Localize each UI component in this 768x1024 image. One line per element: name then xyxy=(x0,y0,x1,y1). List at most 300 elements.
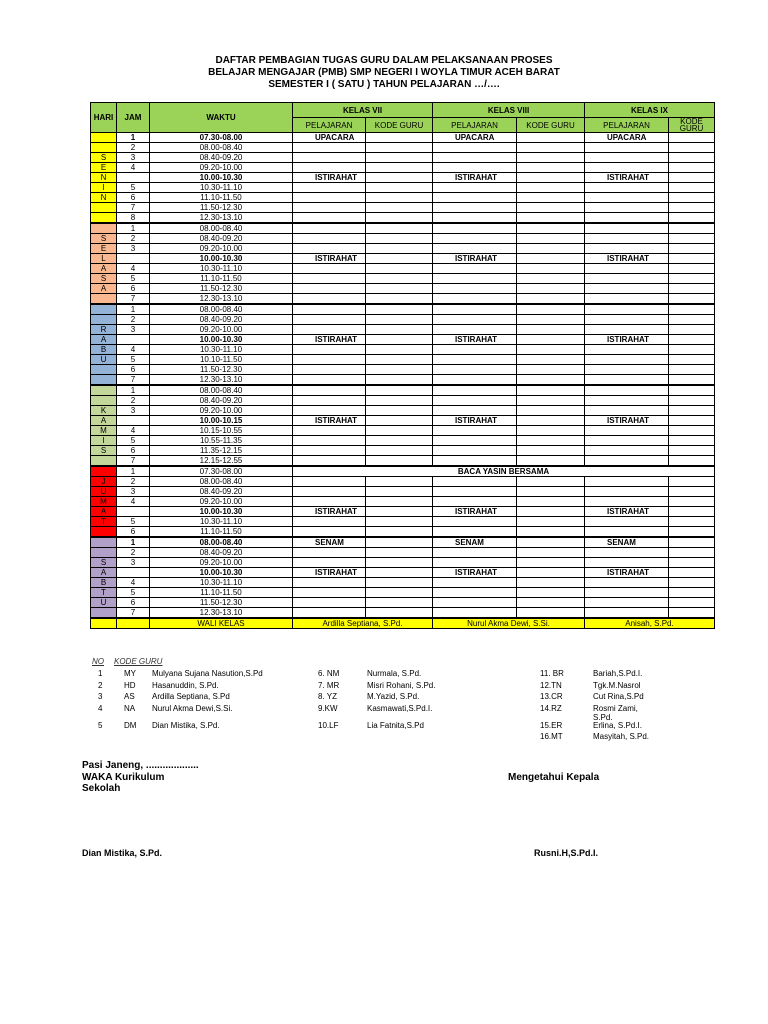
kode-guru-cell[interactable] xyxy=(669,173,715,183)
kode-guru-cell[interactable] xyxy=(669,234,715,244)
pelajaran-cell[interactable] xyxy=(585,598,669,608)
pelajaran-cell[interactable] xyxy=(433,497,517,507)
kode-guru-cell[interactable] xyxy=(366,537,433,548)
pelajaran-cell[interactable]: ISTIRAHAT xyxy=(433,335,517,345)
kode-guru-cell[interactable] xyxy=(366,304,433,315)
kode-guru-cell[interactable] xyxy=(669,548,715,558)
kode-guru-cell[interactable] xyxy=(366,203,433,213)
kode-guru-cell[interactable] xyxy=(517,558,585,568)
kode-guru-cell[interactable] xyxy=(517,315,585,325)
kode-guru-cell[interactable] xyxy=(517,446,585,456)
kode-guru-cell[interactable] xyxy=(517,294,585,305)
header-kode-guru: KODE GURU xyxy=(669,118,715,133)
kode-guru-cell[interactable] xyxy=(669,133,715,143)
pelajaran-cell[interactable] xyxy=(433,406,517,416)
kode-guru-cell[interactable] xyxy=(669,527,715,538)
pelajaran-cell[interactable] xyxy=(585,345,669,355)
pelajaran-cell[interactable] xyxy=(293,517,366,527)
pelajaran-cell[interactable] xyxy=(585,446,669,456)
pelajaran-cell[interactable] xyxy=(433,193,517,203)
kode-guru-cell[interactable] xyxy=(669,274,715,284)
kode-guru-cell[interactable] xyxy=(517,143,585,153)
pelajaran-cell[interactable] xyxy=(293,183,366,193)
kode-guru-cell[interactable] xyxy=(366,578,433,588)
pelajaran-cell[interactable]: UPACARA xyxy=(293,133,366,143)
pelajaran-cell[interactable] xyxy=(433,396,517,406)
pelajaran-cell[interactable]: SENAM xyxy=(585,537,669,548)
kode-guru-cell[interactable] xyxy=(669,335,715,345)
pelajaran-cell[interactable] xyxy=(293,375,366,386)
pelajaran-cell[interactable] xyxy=(433,456,517,467)
kode-guru-cell[interactable] xyxy=(366,568,433,578)
legend-teacher-name: Kasmawati,S.Pd.I. xyxy=(367,704,433,713)
kode-guru-cell[interactable] xyxy=(517,517,585,527)
kode-guru-cell[interactable] xyxy=(669,497,715,507)
kode-guru-cell[interactable] xyxy=(366,254,433,264)
kode-guru-cell[interactable] xyxy=(517,375,585,386)
kode-guru-cell[interactable] xyxy=(517,244,585,254)
kode-guru-cell[interactable] xyxy=(669,223,715,234)
pelajaran-cell[interactable] xyxy=(293,153,366,163)
pelajaran-cell[interactable] xyxy=(433,385,517,396)
pelajaran-cell[interactable] xyxy=(585,234,669,244)
kode-guru-cell[interactable] xyxy=(366,406,433,416)
kode-guru-cell[interactable] xyxy=(669,396,715,406)
kode-guru-cell[interactable] xyxy=(669,416,715,426)
kode-guru-cell[interactable] xyxy=(366,264,433,274)
pelajaran-cell[interactable] xyxy=(433,264,517,274)
pelajaran-cell[interactable] xyxy=(433,608,517,619)
waktu-cell: 08.00-08.40 xyxy=(150,143,293,153)
pelajaran-cell[interactable] xyxy=(293,497,366,507)
pelajaran-cell[interactable] xyxy=(433,588,517,598)
pelajaran-cell[interactable] xyxy=(585,193,669,203)
kode-guru-cell[interactable] xyxy=(669,365,715,375)
pelajaran-cell[interactable] xyxy=(585,497,669,507)
pelajaran-cell[interactable] xyxy=(293,598,366,608)
kode-guru-cell[interactable] xyxy=(669,315,715,325)
kode-guru-cell[interactable] xyxy=(366,193,433,203)
pelajaran-cell[interactable] xyxy=(585,203,669,213)
pelajaran-cell[interactable]: ISTIRAHAT xyxy=(433,507,517,517)
kode-guru-cell[interactable] xyxy=(366,274,433,284)
kode-guru-cell[interactable] xyxy=(669,193,715,203)
pelajaran-cell[interactable]: ISTIRAHAT xyxy=(433,173,517,183)
kode-guru-cell[interactable] xyxy=(669,558,715,568)
kode-guru-cell[interactable] xyxy=(517,234,585,244)
pelajaran-cell[interactable]: SENAM xyxy=(293,537,366,548)
kode-guru-cell[interactable] xyxy=(517,163,585,173)
kode-guru-cell[interactable] xyxy=(366,163,433,173)
day-letter-cell: N xyxy=(91,193,117,203)
pelajaran-cell[interactable] xyxy=(585,355,669,365)
kode-guru-cell[interactable] xyxy=(366,173,433,183)
pelajaran-cell[interactable] xyxy=(585,304,669,315)
pelajaran-cell[interactable]: ISTIRAHAT xyxy=(585,335,669,345)
kode-guru-cell[interactable] xyxy=(517,223,585,234)
pelajaran-cell[interactable] xyxy=(585,325,669,335)
pelajaran-cell[interactable] xyxy=(433,163,517,173)
pelajaran-cell[interactable] xyxy=(433,153,517,163)
kode-guru-cell[interactable] xyxy=(669,355,715,365)
pelajaran-cell[interactable] xyxy=(293,304,366,315)
kode-guru-cell[interactable] xyxy=(366,213,433,224)
kode-guru-cell[interactable] xyxy=(669,507,715,517)
kode-guru-cell[interactable] xyxy=(517,213,585,224)
kode-guru-cell[interactable] xyxy=(669,254,715,264)
pelajaran-cell[interactable]: ISTIRAHAT xyxy=(293,335,366,345)
kode-guru-cell[interactable] xyxy=(366,294,433,305)
pelajaran-cell[interactable] xyxy=(293,294,366,305)
pelajaran-cell[interactable]: ISTIRAHAT xyxy=(293,416,366,426)
pelajaran-cell[interactable] xyxy=(585,456,669,467)
kode-guru-cell[interactable] xyxy=(517,284,585,294)
pelajaran-cell[interactable]: ISTIRAHAT xyxy=(585,568,669,578)
kode-guru-cell[interactable] xyxy=(366,487,433,497)
kode-guru-cell[interactable] xyxy=(669,284,715,294)
kode-guru-cell[interactable] xyxy=(366,345,433,355)
kode-guru-cell[interactable] xyxy=(669,143,715,153)
pelajaran-cell[interactable]: ISTIRAHAT xyxy=(585,254,669,264)
kode-guru-cell[interactable] xyxy=(366,223,433,234)
pelajaran-cell[interactable] xyxy=(585,548,669,558)
pelajaran-cell[interactable] xyxy=(585,264,669,274)
kode-guru-cell[interactable] xyxy=(366,133,433,143)
pelajaran-cell[interactable]: ISTIRAHAT xyxy=(585,173,669,183)
kode-guru-cell[interactable] xyxy=(669,426,715,436)
kode-guru-cell[interactable] xyxy=(366,385,433,396)
pelajaran-cell[interactable] xyxy=(433,517,517,527)
pelajaran-cell[interactable] xyxy=(293,548,366,558)
kode-guru-cell[interactable] xyxy=(669,153,715,163)
kode-guru-cell[interactable] xyxy=(366,608,433,619)
pelajaran-cell[interactable] xyxy=(585,315,669,325)
pelajaran-cell[interactable] xyxy=(585,274,669,284)
kode-guru-cell[interactable] xyxy=(669,304,715,315)
kode-guru-cell[interactable] xyxy=(669,183,715,193)
pelajaran-cell[interactable] xyxy=(293,578,366,588)
kode-guru-cell[interactable] xyxy=(366,375,433,386)
kode-guru-cell[interactable] xyxy=(366,416,433,426)
pelajaran-cell[interactable]: ISTIRAHAT xyxy=(433,254,517,264)
pelajaran-cell[interactable] xyxy=(585,163,669,173)
pelajaran-cell[interactable] xyxy=(585,294,669,305)
kode-guru-cell[interactable] xyxy=(517,406,585,416)
kode-guru-cell[interactable] xyxy=(517,588,585,598)
pelajaran-cell[interactable] xyxy=(293,608,366,619)
jam-cell: 4 xyxy=(117,163,150,173)
kode-guru-cell[interactable] xyxy=(517,416,585,426)
pelajaran-cell[interactable] xyxy=(293,365,366,375)
pelajaran-cell[interactable] xyxy=(433,527,517,538)
pelajaran-cell[interactable] xyxy=(433,274,517,284)
pelajaran-cell[interactable] xyxy=(293,264,366,274)
kode-guru-cell[interactable] xyxy=(669,517,715,527)
pelajaran-cell[interactable] xyxy=(585,223,669,234)
kode-guru-cell[interactable] xyxy=(366,426,433,436)
pelajaran-cell[interactable]: UPACARA xyxy=(433,133,517,143)
kode-guru-cell[interactable] xyxy=(366,143,433,153)
kode-guru-cell[interactable] xyxy=(517,396,585,406)
kode-guru-cell[interactable] xyxy=(517,507,585,517)
kode-guru-cell[interactable] xyxy=(669,203,715,213)
kode-guru-cell[interactable] xyxy=(366,244,433,254)
pelajaran-cell[interactable] xyxy=(293,436,366,446)
pelajaran-cell[interactable] xyxy=(585,558,669,568)
pelajaran-cell[interactable] xyxy=(293,588,366,598)
pelajaran-cell[interactable]: ISTIRAHAT xyxy=(293,568,366,578)
kode-guru-cell[interactable] xyxy=(517,274,585,284)
pelajaran-cell[interactable] xyxy=(293,345,366,355)
pelajaran-cell[interactable] xyxy=(433,244,517,254)
pelajaran-cell[interactable] xyxy=(293,193,366,203)
pelajaran-cell[interactable] xyxy=(585,588,669,598)
kode-guru-cell[interactable] xyxy=(669,406,715,416)
pelajaran-cell[interactable] xyxy=(585,143,669,153)
pelajaran-cell[interactable] xyxy=(433,426,517,436)
kode-guru-cell[interactable] xyxy=(517,193,585,203)
kode-guru-cell[interactable] xyxy=(669,537,715,548)
pelajaran-cell[interactable] xyxy=(585,153,669,163)
kode-guru-cell[interactable] xyxy=(366,477,433,487)
pelajaran-cell[interactable] xyxy=(433,558,517,568)
legend-kode: HD xyxy=(124,681,136,690)
pelajaran-cell[interactable] xyxy=(585,517,669,527)
pelajaran-cell[interactable] xyxy=(585,244,669,254)
kode-guru-cell[interactable] xyxy=(517,497,585,507)
pelajaran-cell[interactable] xyxy=(433,355,517,365)
day-letter-cell: I xyxy=(91,183,117,193)
pelajaran-cell[interactable] xyxy=(585,426,669,436)
kode-guru-cell[interactable] xyxy=(517,355,585,365)
pelajaran-cell[interactable] xyxy=(293,456,366,467)
pelajaran-cell[interactable] xyxy=(433,436,517,446)
kode-guru-cell[interactable] xyxy=(366,335,433,345)
kode-guru-cell[interactable] xyxy=(517,335,585,345)
kode-guru-cell[interactable] xyxy=(669,608,715,619)
pelajaran-cell[interactable] xyxy=(293,396,366,406)
pelajaran-cell[interactable] xyxy=(293,223,366,234)
kode-guru-cell[interactable] xyxy=(366,355,433,365)
kode-guru-cell[interactable] xyxy=(517,436,585,446)
kode-guru-cell[interactable] xyxy=(517,568,585,578)
pelajaran-cell[interactable] xyxy=(433,315,517,325)
pelajaran-cell[interactable] xyxy=(433,284,517,294)
pelajaran-cell[interactable]: ISTIRAHAT xyxy=(293,254,366,264)
kode-guru-cell[interactable] xyxy=(517,426,585,436)
waka-title: WAKA Kurikulum xyxy=(82,772,165,783)
kode-guru-cell[interactable] xyxy=(366,517,433,527)
kode-guru-cell[interactable] xyxy=(366,325,433,335)
kode-guru-cell[interactable] xyxy=(517,477,585,487)
pelajaran-cell[interactable] xyxy=(433,345,517,355)
pelajaran-cell[interactable] xyxy=(585,436,669,446)
kode-guru-cell[interactable] xyxy=(669,163,715,173)
pelajaran-cell[interactable] xyxy=(433,213,517,224)
waktu-cell: 11.35-12.15 xyxy=(150,446,293,456)
kode-guru-cell[interactable] xyxy=(366,548,433,558)
kode-guru-cell[interactable] xyxy=(366,456,433,467)
pelajaran-cell[interactable]: ISTIRAHAT xyxy=(293,173,366,183)
kode-guru-cell[interactable] xyxy=(517,183,585,193)
kode-guru-cell[interactable] xyxy=(517,304,585,315)
kode-guru-cell[interactable] xyxy=(669,345,715,355)
pelajaran-cell[interactable] xyxy=(433,365,517,375)
pelajaran-cell[interactable] xyxy=(585,284,669,294)
pelajaran-cell[interactable] xyxy=(293,385,366,396)
pelajaran-cell[interactable] xyxy=(433,325,517,335)
kode-guru-cell[interactable] xyxy=(669,456,715,467)
kode-guru-cell[interactable] xyxy=(366,153,433,163)
kode-guru-cell[interactable] xyxy=(366,315,433,325)
kode-guru-cell[interactable] xyxy=(669,385,715,396)
kode-guru-cell[interactable] xyxy=(517,133,585,143)
pelajaran-cell[interactable]: ISTIRAHAT xyxy=(293,507,366,517)
pelajaran-cell[interactable] xyxy=(293,426,366,436)
kode-guru-cell[interactable] xyxy=(366,497,433,507)
pelajaran-cell[interactable] xyxy=(293,234,366,244)
day-letter-cell: A xyxy=(91,335,117,345)
pelajaran-cell[interactable] xyxy=(293,163,366,173)
pelajaran-cell[interactable] xyxy=(585,365,669,375)
jam-cell: 8 xyxy=(117,213,150,224)
legend-kode: 10.LF xyxy=(318,721,339,730)
pelajaran-cell[interactable] xyxy=(585,375,669,386)
kode-guru-cell[interactable] xyxy=(366,396,433,406)
pelajaran-cell[interactable] xyxy=(433,487,517,497)
pelajaran-cell[interactable] xyxy=(293,487,366,497)
kode-guru-cell[interactable] xyxy=(669,264,715,274)
kode-guru-cell[interactable] xyxy=(517,385,585,396)
kode-guru-cell[interactable] xyxy=(669,477,715,487)
kode-guru-cell[interactable] xyxy=(517,608,585,619)
pelajaran-cell[interactable] xyxy=(293,274,366,284)
pelajaran-cell[interactable] xyxy=(433,223,517,234)
pelajaran-cell[interactable] xyxy=(585,396,669,406)
kode-guru-cell[interactable] xyxy=(366,183,433,193)
pelajaran-cell[interactable] xyxy=(293,244,366,254)
kode-guru-cell[interactable] xyxy=(669,244,715,254)
pelajaran-cell[interactable]: ISTIRAHAT xyxy=(433,568,517,578)
pelajaran-cell[interactable] xyxy=(433,477,517,487)
kode-guru-cell[interactable] xyxy=(366,507,433,517)
pelajaran-cell[interactable] xyxy=(293,284,366,294)
pelajaran-cell[interactable] xyxy=(585,608,669,619)
kode-guru-cell[interactable] xyxy=(366,365,433,375)
kode-guru-cell[interactable] xyxy=(517,264,585,274)
pelajaran-cell[interactable] xyxy=(293,406,366,416)
pelajaran-cell[interactable] xyxy=(585,406,669,416)
pelajaran-cell[interactable] xyxy=(585,385,669,396)
kode-guru-cell[interactable] xyxy=(517,537,585,548)
kode-guru-cell[interactable] xyxy=(669,446,715,456)
pelajaran-cell[interactable] xyxy=(585,578,669,588)
pelajaran-cell[interactable] xyxy=(293,446,366,456)
pelajaran-cell[interactable]: SENAM xyxy=(433,537,517,548)
kode-guru-cell[interactable] xyxy=(517,456,585,467)
pelajaran-cell[interactable] xyxy=(293,558,366,568)
kode-guru-cell[interactable] xyxy=(669,375,715,386)
kode-guru-cell[interactable] xyxy=(517,345,585,355)
pelajaran-cell[interactable]: ISTIRAHAT xyxy=(585,416,669,426)
pelajaran-cell[interactable] xyxy=(293,355,366,365)
kode-guru-cell[interactable] xyxy=(517,527,585,538)
pelajaran-cell[interactable] xyxy=(433,598,517,608)
kode-guru-cell[interactable] xyxy=(366,527,433,538)
kode-guru-cell[interactable] xyxy=(366,436,433,446)
waktu-cell: 08.40-09.20 xyxy=(150,234,293,244)
kode-guru-cell[interactable] xyxy=(366,446,433,456)
pelajaran-cell[interactable] xyxy=(293,213,366,224)
kode-guru-cell[interactable] xyxy=(517,325,585,335)
pelajaran-cell[interactable] xyxy=(433,203,517,213)
pelajaran-cell[interactable] xyxy=(433,234,517,244)
kode-guru-cell[interactable] xyxy=(669,568,715,578)
kode-guru-cell[interactable] xyxy=(669,588,715,598)
span-activity-cell: BACA YASIN BERSAMA xyxy=(293,466,715,477)
pelajaran-cell[interactable] xyxy=(433,304,517,315)
kode-guru-cell[interactable] xyxy=(366,598,433,608)
kode-guru-cell[interactable] xyxy=(669,294,715,305)
kode-guru-cell[interactable] xyxy=(669,487,715,497)
pelajaran-cell[interactable]: ISTIRAHAT xyxy=(433,416,517,426)
pelajaran-cell[interactable] xyxy=(585,183,669,193)
pelajaran-cell[interactable] xyxy=(433,183,517,193)
header-pelajaran: PELAJARAN xyxy=(585,118,669,133)
kode-guru-cell[interactable] xyxy=(366,284,433,294)
pelajaran-cell[interactable] xyxy=(585,477,669,487)
kode-guru-cell[interactable] xyxy=(517,203,585,213)
pelajaran-cell[interactable]: ISTIRAHAT xyxy=(585,507,669,517)
pelajaran-cell[interactable] xyxy=(433,578,517,588)
pelajaran-cell[interactable] xyxy=(293,315,366,325)
kode-guru-cell[interactable] xyxy=(517,548,585,558)
kode-guru-cell[interactable] xyxy=(669,213,715,224)
kode-guru-cell[interactable] xyxy=(517,365,585,375)
kode-guru-cell[interactable] xyxy=(366,234,433,244)
kode-guru-cell[interactable] xyxy=(669,598,715,608)
pelajaran-cell[interactable] xyxy=(293,527,366,538)
waktu-cell: 11.50-12.30 xyxy=(150,203,293,213)
day-letter-cell: M xyxy=(91,497,117,507)
kode-guru-cell[interactable] xyxy=(517,598,585,608)
kode-guru-cell[interactable] xyxy=(517,153,585,163)
pelajaran-cell[interactable] xyxy=(433,548,517,558)
day-letter-cell xyxy=(91,466,117,477)
pelajaran-cell[interactable] xyxy=(433,446,517,456)
pelajaran-cell[interactable] xyxy=(433,143,517,153)
kode-guru-cell[interactable] xyxy=(669,578,715,588)
pelajaran-cell[interactable]: UPACARA xyxy=(585,133,669,143)
pelajaran-cell[interactable] xyxy=(293,477,366,487)
pelajaran-cell[interactable] xyxy=(433,375,517,386)
kode-guru-cell[interactable] xyxy=(366,558,433,568)
kode-guru-cell[interactable] xyxy=(517,578,585,588)
pelajaran-cell[interactable] xyxy=(293,203,366,213)
pelajaran-cell[interactable] xyxy=(585,527,669,538)
pelajaran-cell[interactable] xyxy=(433,294,517,305)
kode-guru-cell[interactable] xyxy=(517,487,585,497)
kode-guru-cell[interactable] xyxy=(517,254,585,264)
kode-guru-cell[interactable] xyxy=(669,436,715,446)
pelajaran-cell[interactable] xyxy=(585,213,669,224)
pelajaran-cell[interactable] xyxy=(585,487,669,497)
kode-guru-cell[interactable] xyxy=(669,325,715,335)
kode-guru-cell[interactable] xyxy=(366,588,433,598)
kode-guru-cell[interactable] xyxy=(517,173,585,183)
pelajaran-cell[interactable] xyxy=(293,325,366,335)
pelajaran-cell[interactable] xyxy=(293,143,366,153)
